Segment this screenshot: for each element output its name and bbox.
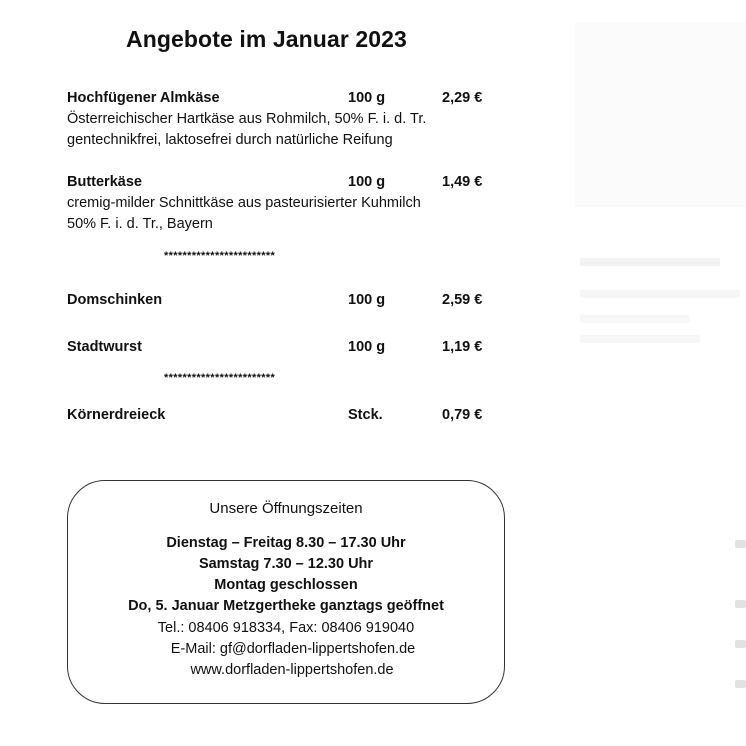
page-title: Angebote im Januar 2023 [126,26,407,52]
bleed-through-mark [735,540,746,548]
offer-description: Österreichischer Hartkäse aus Rohmilch, 50% F. i. d. Tr. [67,111,427,127]
separator: ************************ [164,372,276,384]
separator: ************************ [164,250,276,262]
contact-phone-fax: Tel.: 08406 918334, Fax: 08406 919040 [157,620,415,636]
offer-price: 1,19 € [442,339,483,355]
offer-price: 1,49 € [442,174,483,190]
bleed-through-mark [580,258,720,266]
offer-unit: 100 g [348,292,386,308]
offer-unit: 100 g [348,174,386,190]
offer-price: 2,29 € [442,90,483,106]
opening-hours-heading: Unsere Öffnungszeiten [209,500,363,517]
bleed-through-mark [580,290,740,298]
bleed-through-mark [580,335,700,343]
bleed-through-mark [580,315,690,323]
offer-unit: 100 g [348,339,386,355]
bleed-through-mark [735,640,746,648]
offer-name: Stadtwurst [67,339,142,355]
offer-name: Butterkäse [67,174,142,190]
opening-hours-line: Montag geschlossen [214,577,358,593]
bleed-through-ghost [575,22,746,207]
offer-description: 50% F. i. d. Tr., Bayern [67,216,213,232]
offer-unit: 100 g [348,90,386,106]
offer-price: 2,59 € [442,292,483,308]
offer-name: Domschinken [67,292,163,308]
bleed-through-mark [735,600,746,608]
bleed-through-mark [735,680,746,688]
opening-hours-box [67,480,505,704]
offer-name: Körnerdreieck [67,407,166,423]
opening-hours-line: Do, 5. Januar Metzgertheke ganztags geöffnet [128,598,444,614]
offer-description: gentechnikfrei, laktosefrei durch natürliche Reifung [67,132,393,148]
contact-website[interactable]: www.dorfladen-lippertshofen.de [190,662,394,678]
opening-hours-line: Dienstag – Freitag 8.30 – 17.30 Uhr [166,535,406,551]
offer-name: Hochfügener Almkäse [67,90,220,106]
opening-hours-line: Samstag 7.30 – 12.30 Uhr [198,556,374,572]
offer-description: cremig-milder Schnittkäse aus pasteurisierter Kuhmilch [67,195,421,211]
offer-unit: Stck. [348,407,383,423]
offer-price: 0,79 € [442,407,483,423]
contact-email[interactable]: E-Mail: gf@dorfladen-lippertshofen.de [170,641,416,657]
